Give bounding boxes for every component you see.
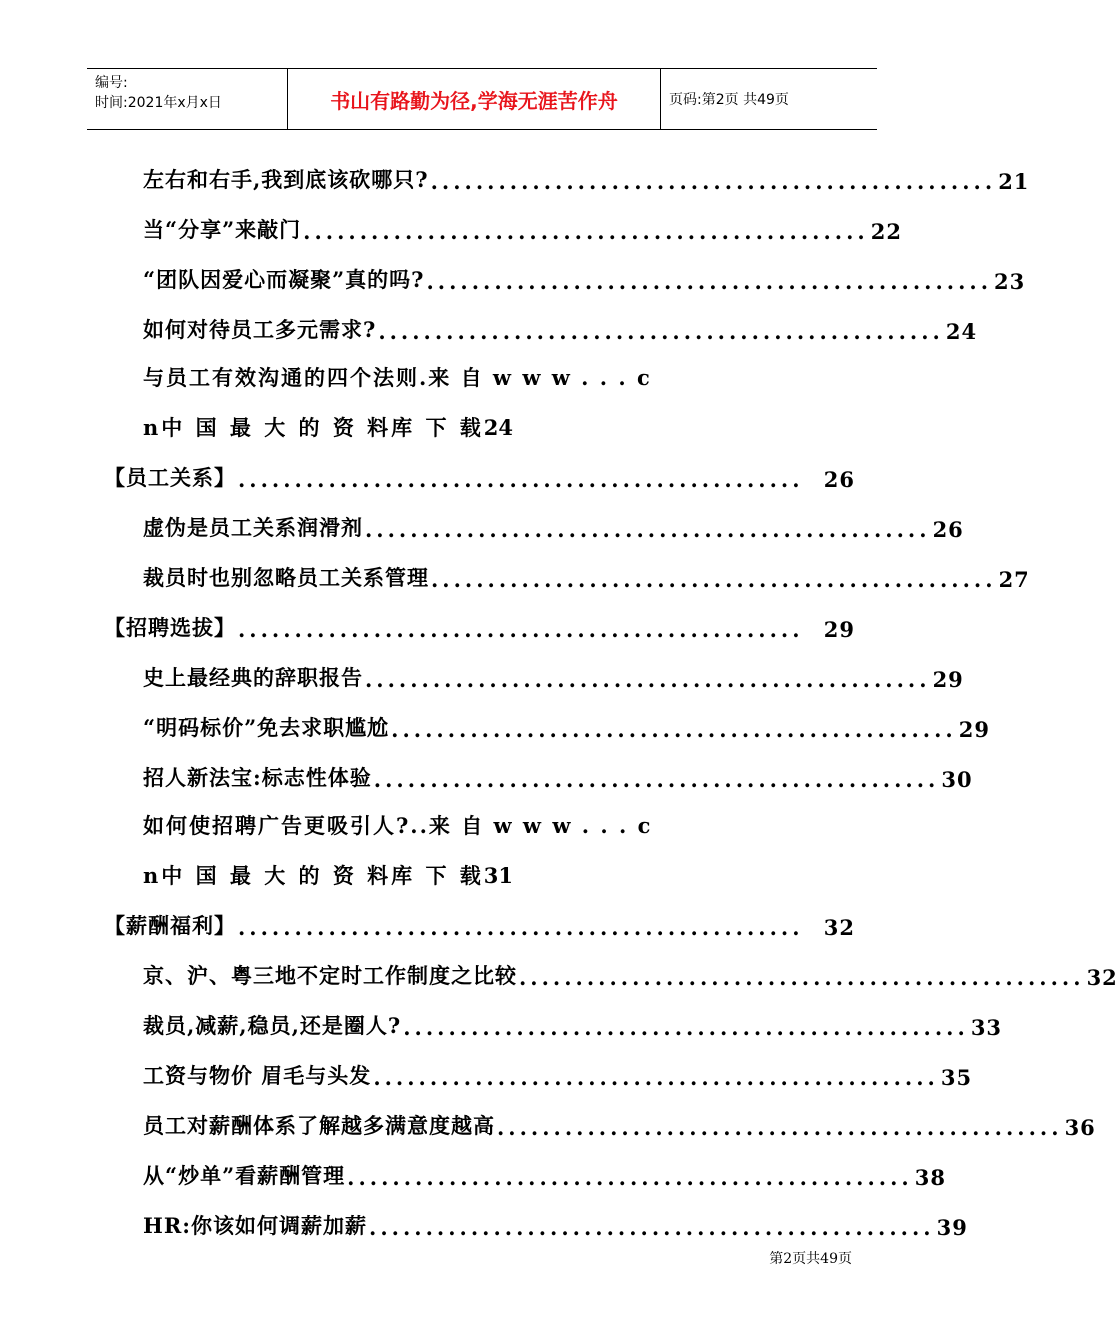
toc-entry-wrapped[interactable] bbox=[143, 810, 855, 840]
toc-entry-title: 从“炒单”看薪酬管理 bbox=[143, 1163, 346, 1188]
toc-leader-dots: .................................................. bbox=[365, 667, 931, 692]
toc-entry-title-line1: 与员工有效沟通的四个法则.来 自 w w w . . . c bbox=[143, 365, 652, 390]
toc-entry-title: “团队因爱心而凝聚”真的吗? bbox=[143, 267, 425, 292]
toc-section-title: 【员工关系】 bbox=[104, 465, 236, 490]
toc-section-title: 【招聘选拔】 bbox=[104, 615, 236, 640]
toc-entry-page: 36 bbox=[1064, 1115, 1096, 1140]
toc-entry-title: 虚伪是员工关系润滑剂 bbox=[143, 515, 363, 540]
toc-leader-dots: .................................................. bbox=[238, 617, 804, 642]
toc-entry-title: 员工对薪酬体系了解越多满意度越高 bbox=[143, 1113, 495, 1138]
toc-leader-dots: .................................................. bbox=[303, 219, 869, 244]
toc-entry[interactable] bbox=[143, 1006, 1003, 1040]
toc-entry[interactable] bbox=[143, 210, 902, 244]
toc-leader-dots: .................................................. bbox=[238, 915, 804, 940]
toc-leader-dots: .................................................. bbox=[431, 567, 997, 592]
toc-entry-page: 32 bbox=[1086, 965, 1118, 990]
toc-entry-title: 裁员时也别忽略员工关系管理 bbox=[143, 565, 429, 590]
page-header bbox=[87, 68, 877, 130]
time-label: 时间:2021年x月x日 bbox=[95, 95, 222, 111]
toc-entry-title: 如何对待员工多元需求? bbox=[143, 317, 377, 342]
toc-section[interactable] bbox=[104, 906, 855, 940]
toc-entry-title-line1: 如何使招聘广告更吸引人?..来 自 w w w . . . c bbox=[143, 813, 653, 838]
toc-entry-title: 当“分享”来敲门 bbox=[143, 217, 302, 242]
toc-entry[interactable] bbox=[143, 758, 973, 792]
toc-entry-page: 26 bbox=[932, 517, 964, 542]
toc-entry-page: 29 bbox=[958, 717, 990, 742]
toc-entry-title: 工资与物价 眉毛与头发 bbox=[143, 1063, 372, 1088]
toc-entry-page: 30 bbox=[941, 767, 973, 792]
toc-entry-page: 27 bbox=[998, 567, 1030, 592]
toc-entry-page: 29 bbox=[932, 667, 964, 692]
toc-entry-wrapped[interactable] bbox=[143, 362, 855, 392]
toc-leader-dots: .................................................. bbox=[497, 1115, 1063, 1140]
toc-leader-dots: .................................................. bbox=[391, 717, 957, 742]
toc-entry-page: 32 bbox=[823, 915, 855, 940]
page-footer: 第2页共49页 bbox=[769, 1251, 852, 1267]
toc-entry-page: 29 bbox=[823, 617, 855, 642]
toc-leader-dots: .................................................. bbox=[373, 767, 940, 792]
toc-leader-dots: .................................................. bbox=[238, 467, 804, 492]
toc-entry-wrapped-line2 bbox=[143, 412, 513, 442]
toc-section[interactable] bbox=[104, 458, 855, 492]
toc-entry[interactable] bbox=[143, 558, 1030, 592]
number-label: 编号: bbox=[95, 75, 128, 91]
toc-entry-title-line2: n中 国 最 大 的 资 料库 下 载 bbox=[143, 863, 484, 888]
toc-entry[interactable] bbox=[143, 708, 990, 742]
toc-entry[interactable] bbox=[143, 956, 1118, 990]
toc-leader-dots: .................................................. bbox=[369, 1215, 935, 1240]
toc-entry-title: 裁员,减薪,稳员,还是圈人? bbox=[143, 1013, 402, 1038]
toc-entry[interactable] bbox=[143, 1156, 946, 1190]
toc-leader-dots: .................................................. bbox=[430, 169, 997, 194]
toc-entry[interactable] bbox=[143, 508, 964, 542]
toc-entry-title: 招人新法宝:标志性体验 bbox=[143, 765, 372, 790]
toc-entry-page: 31 bbox=[483, 863, 513, 888]
toc-entry[interactable] bbox=[143, 260, 1026, 294]
toc-leader-dots: .................................................. bbox=[378, 319, 944, 344]
header-motto: 书山有路勤为径,学海无涯苦作舟 bbox=[288, 69, 661, 129]
toc-entry-title: 史上最经典的辞职报告 bbox=[143, 665, 363, 690]
toc-entry-title: “明码标价”免去求职尴尬 bbox=[143, 715, 390, 740]
toc-section[interactable] bbox=[104, 608, 855, 642]
toc-entry-page: 35 bbox=[940, 1065, 973, 1090]
toc-entry-title: 左右和右手,我到底该砍哪只? bbox=[143, 167, 429, 192]
toc-section-title: 【薪酬福利】 bbox=[104, 913, 236, 938]
toc-entry[interactable] bbox=[143, 1056, 973, 1090]
toc-entry-page: 39 bbox=[936, 1215, 968, 1240]
toc-entry-page: 33 bbox=[970, 1015, 1003, 1040]
toc-leader-dots: .................................................. bbox=[365, 517, 931, 542]
toc-leader-dots: .................................................. bbox=[426, 269, 993, 294]
toc-entry-wrapped-line2 bbox=[143, 860, 513, 890]
toc-entry-title-line2: n中 国 最 大 的 资 料库 下 载 bbox=[143, 415, 484, 440]
toc-entry-title: HR:你该如何调薪加薪 bbox=[143, 1213, 368, 1238]
toc-entry-title: 京、沪、粤三地不定时工作制度之比较 bbox=[143, 963, 517, 988]
toc-entry-page: 38 bbox=[914, 1165, 946, 1190]
toc-leader-dots: .................................................. bbox=[519, 965, 1085, 990]
header-meta bbox=[87, 69, 288, 129]
toc-entry[interactable] bbox=[143, 1106, 1096, 1140]
toc-entry-page: 24 bbox=[945, 319, 978, 344]
toc-entry-page: 21 bbox=[998, 169, 1030, 194]
toc-leader-dots: .................................................. bbox=[373, 1065, 939, 1090]
toc-entry[interactable] bbox=[143, 1206, 968, 1240]
toc-entry-page: 26 bbox=[823, 467, 855, 492]
toc-leader-dots: .................................................. bbox=[403, 1015, 969, 1040]
toc-entry-page: 24 bbox=[483, 415, 513, 440]
toc-entry-page: 22 bbox=[870, 219, 902, 244]
header-page-label: 页码:第2页 共49页 bbox=[669, 92, 789, 108]
toc-leader-dots: .................................................. bbox=[347, 1165, 913, 1190]
toc-entry[interactable] bbox=[143, 310, 978, 344]
toc-entry[interactable] bbox=[143, 160, 1030, 194]
toc-entry[interactable] bbox=[143, 658, 964, 692]
toc-entry-page: 23 bbox=[994, 269, 1026, 294]
